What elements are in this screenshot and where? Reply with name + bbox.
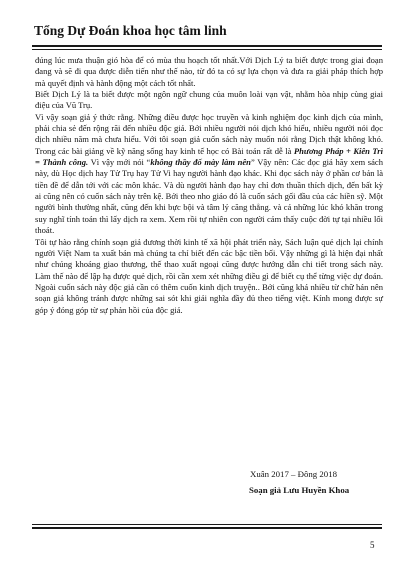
page-number: 5 (370, 540, 375, 550)
footer-rule-thin (32, 524, 382, 525)
paragraph-1: đúng lúc mưa thuận gió hòa để có mùa thu hoạch tốt nhất.Với Dịch Lý ta biết được trong giai đoạn đang và sẽ đi qua được diễn tiến như thế nào, từ đó ta có sự lựa chọn và đưa ra giải pháp thích hợp mà quyết định và hành động một cách tốt nhất. (35, 55, 383, 88)
running-header-title: Tổng Dự Đoán khoa học tâm linh (34, 23, 227, 38)
footer-rule-thick (32, 527, 382, 529)
paragraph-3-part-c: ” Vậy nên: Các đọc giả hãy xem sách này, dù Học dịch hay Tử Trụ hay Tử Vi hay người hành đạo khác. Khi đọc sách này ở phần cơ bản là tiền đề để dẫn tới với các môn khác. Và dù người hành đạo hay chỉ đơn thuần thích dịch, đến bất kỳ ai cũng nên có cuốn sách này trên kệ. Bởi theo nho giáo đó là cuốn sách gối đầu của các hiền sỹ. Một người bình thường nhất, cũng đến khi bực bội và tâm lý căng thẳng. và cả những lúc khó khăn trong suy nghĩ tính toán thì lấy dịch ra xem. Xem rồi tự nhiên con người cảm thấy cuộc đời tự tại nhiều lối thoát. (35, 157, 383, 236)
paragraph-2: Biết Dịch Lý là ta biết được một ngôn ngữ chung của muôn loài vạn vật, nhằm hòa nhịp cùng giai điệu của Vũ Trụ. (35, 89, 383, 111)
paragraph-4: Tôi tự hào rằng chính soạn giả đương thời kinh tế xã hội phát triển này, Sách luận quẻ dịch lại chính người Việt Nam ta xuất bản mà chúng ta chỉ biết đến các bậc tiền bối. Vậy những gì là hiện đại nhất như chúng khoáng giao thương, thế thao xuất ngoại cũng được hướng dẫn chi tiết trong sách này. Làm thế nào để lập hạ được quẻ dịch, rồi cần xem xét những điều gì để biết cụ thể từng việc dự đoán. Ngoài cuốn sách này độc giả cần có thêm cuốn kinh dịch truyện.. Bởi cũng khá nhiều từ chữ hán nên soạn giả không tránh được những sai sót khi giải nghĩa đầy đủ theo tiếng việt. Kính mong được sự góp ý đóng góp từ sự phản hồi của độc giả. (35, 236, 383, 315)
paragraph-3 (35, 112, 383, 237)
paragraph-3-part-a: Vì vậy soạn giả ý thức rằng. Những điều được học truyền và kinh nghiệm đọc kinh dịch của mình, phải chia sẻ đến rộng rãi đến nhiều độc giả. Bởi nhiều người nói dịch khó hiểu, nhiều người nói đọc dịch nhiều năm mà chưa hiểu. Với tôi soạn giả cuốn sách này muốn nói rằng Dịch thật không khó. Trong các bài giảng về kỹ năng sống hay kinh tế học có Bài toán rất dễ là (35, 111, 383, 156)
header-rule-thin (32, 49, 382, 50)
proverb-emphasis: không thầy đố mày làm nên (150, 157, 251, 168)
signoff-date: Xuân 2017 – Đông 2018 (250, 469, 337, 479)
signoff-author: Soạn giả Lưu Huyền Khoa (249, 485, 350, 495)
header-rule-thick (32, 45, 382, 47)
formula-emphasis: Phương Pháp + Kiên Trì = Thành công. (35, 145, 383, 168)
paragraph-3-part-b: Vì vậy mới nói “ (88, 157, 151, 168)
body-text (35, 55, 383, 316)
